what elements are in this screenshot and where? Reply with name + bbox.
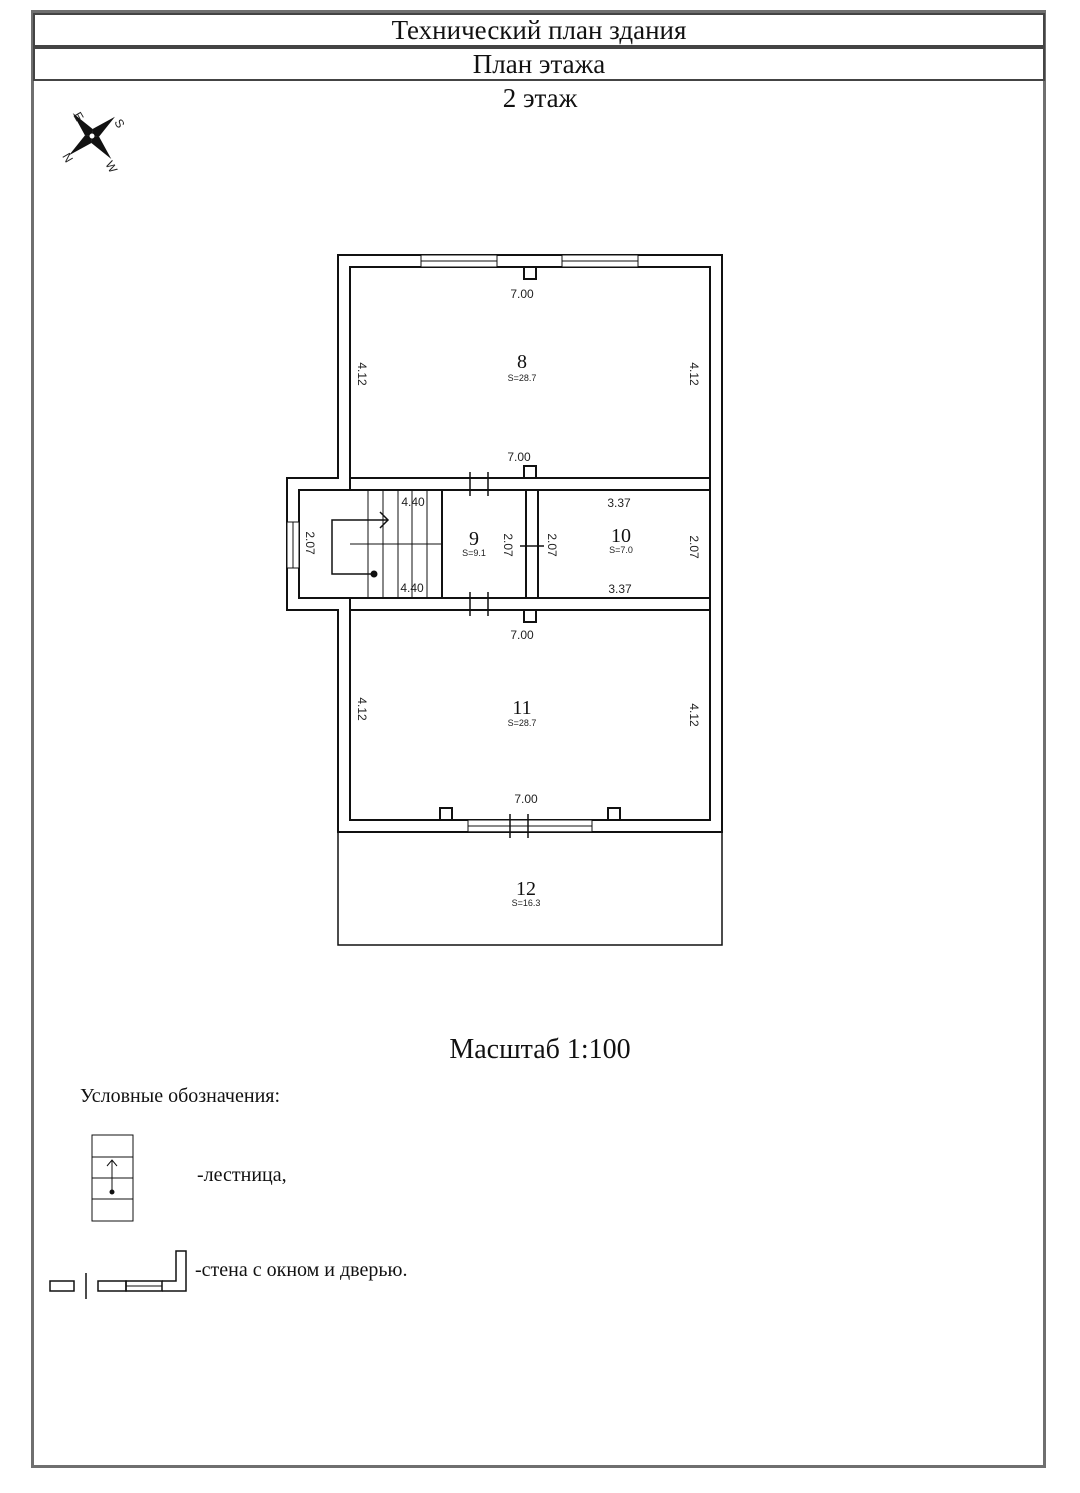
legend-wall-icon [50, 1251, 186, 1299]
floor-label: 2 этаж [502, 83, 578, 113]
room-10-number: 10 [611, 525, 631, 547]
room-11-bottom-dim: 7.00 [514, 792, 538, 806]
room-9-right-dim: 2.07 [501, 533, 515, 557]
room-8-left-dim: 4.12 [355, 362, 369, 386]
room-11-number: 11 [512, 697, 532, 719]
room-12-number: 12 [516, 878, 536, 900]
room-11-area: S=28.7 [507, 718, 537, 728]
room-8-bottom-dim: 7.00 [507, 450, 531, 464]
room-9-number: 9 [469, 528, 479, 550]
room-11-left-dim: 4.12 [355, 697, 369, 721]
room-8-right-dim: 4.12 [687, 362, 701, 386]
compass-icon [50, 94, 135, 179]
legend-title: Условные обозначения: [80, 1085, 281, 1107]
legend-stair-icon [92, 1135, 133, 1221]
room-8-number: 8 [517, 351, 527, 373]
room-9-area: S=9.1 [462, 548, 486, 558]
stair-top-dim: 4.40 [401, 495, 425, 509]
room-8-top-dim: 7.00 [510, 287, 534, 301]
room-11-top-dim: 7.00 [510, 628, 534, 642]
compass-letter-n: N [59, 150, 76, 166]
room-10-top-dim: 3.37 [607, 496, 631, 510]
compass-letter-e: E [70, 109, 87, 124]
room-10-right-dim: 2.07 [687, 535, 701, 559]
compass-letter-w: W [102, 158, 121, 176]
legend-stair-label: -лестница, [197, 1164, 287, 1186]
document-title: Технический план здания [33, 13, 1045, 47]
doors [470, 472, 544, 838]
room-10-left-dim: 2.07 [545, 533, 559, 557]
staircase [332, 490, 442, 598]
room-10-area: S=7.0 [609, 545, 633, 555]
room-12-area: S=16.3 [511, 898, 541, 908]
legend-wall-label: -стена с окном и дверью. [195, 1259, 408, 1281]
room-8-area: S=28.7 [507, 373, 537, 383]
document-subtitle: План этажа [33, 47, 1045, 81]
stair-left-dim: 2.07 [303, 531, 317, 555]
room-10-bottom-dim: 3.37 [608, 582, 632, 596]
stair-bottom-dim: 4.40 [400, 581, 424, 595]
room-11-right-dim: 4.12 [687, 703, 701, 727]
compass-letter-s: S [111, 116, 128, 131]
windows [287, 255, 638, 832]
scale-label: Масштаб 1:100 [449, 1034, 631, 1065]
